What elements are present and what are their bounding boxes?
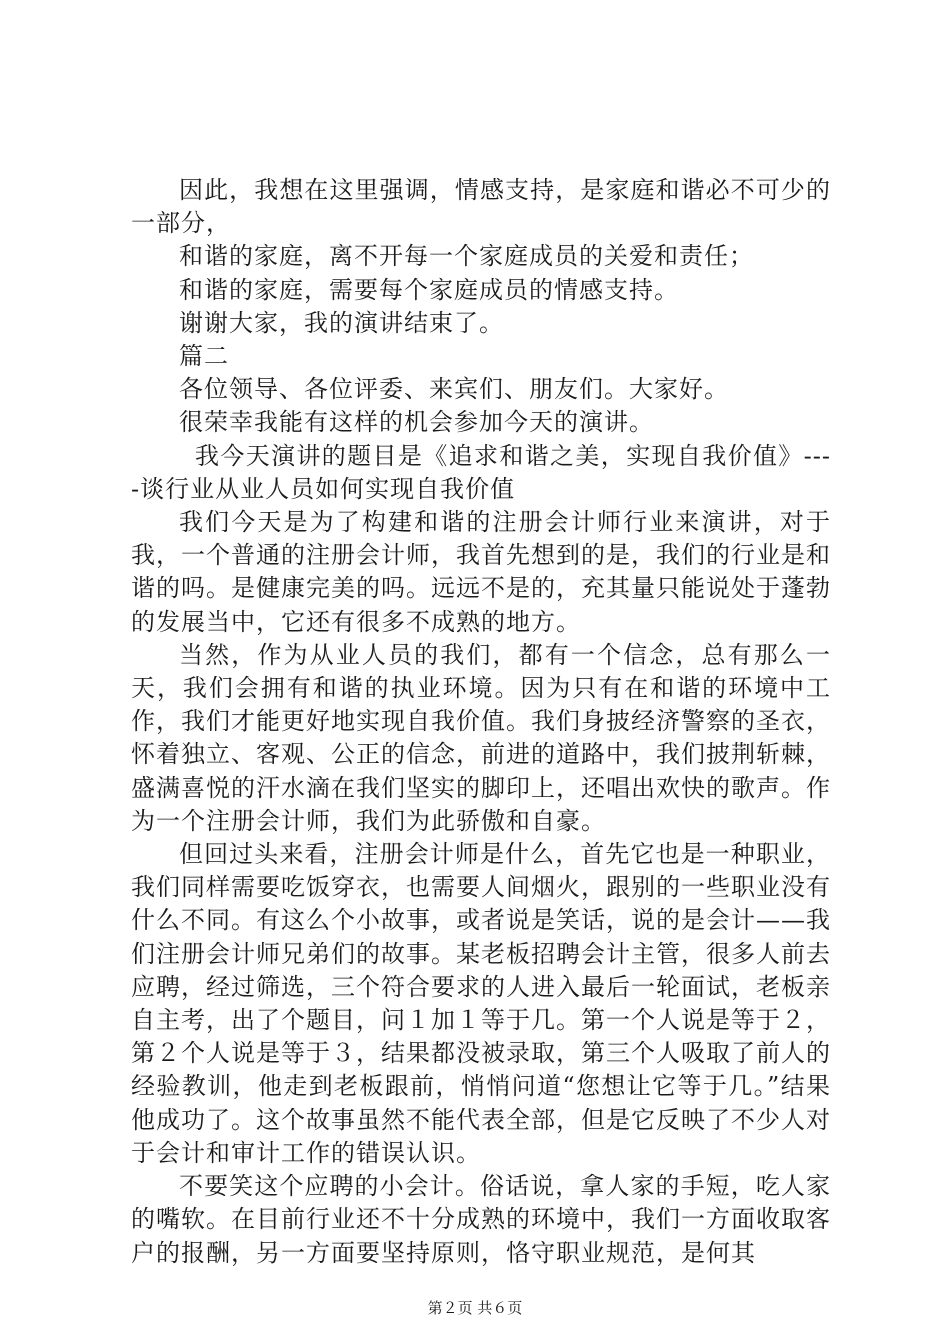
paragraph-dont-laugh: 不要笑这个应聘的小会计。俗话说，拿人家的手短，吃人家的嘴软。在目前行业还不十分成熟的环境中，我们一方面收取客户的报酬，另一方面要坚持原则，恪守职业规范，是何其 <box>131 1172 831 1267</box>
paragraph-speech-title: 我今天演讲的题目是《追求和谐之美，实现自我价值》----谈行业从业人员如何实现自我价值 <box>131 441 831 503</box>
paragraph-family-support: 和谐的家庭，需要每个家庭成员的情感支持。 <box>179 275 679 304</box>
document-body <box>131 174 831 1270</box>
paragraph-thanks: 谢谢大家，我的演讲结束了。 <box>179 308 504 337</box>
section-heading: 篇二 <box>179 342 229 371</box>
paragraph-honored: 很荣幸我能有这样的机会参加今天的演讲。 <box>179 408 654 437</box>
paragraph-story: 但回过头来看，注册会计师是什么，首先它也是一种职业，我们同样需要吃饭穿衣，也需要人间烟火，跟别的一些职业没有什么不同。有这么个小故事，或者说是笑话，说的是会计——我们注册会计师兄弟们的故事。某老板招聘会计主管，很多人前去应聘，经过筛选，三个符合要求的人进入最后一轮面试，老板亲自主考，出了个题目，问１加１等于几。第一个人说是等于２，第２个人说是等于３，结果都没被录取，第三个人吸取了前人的经验教训，他走到老板跟前，悄悄问道“您想让它等于几。”结果他成功了。这个故事虽然不能代表全部，但是它反映了不少人对于会计和审计工作的错误认识。 <box>131 840 831 1167</box>
paragraph-family-care: 和谐的家庭，离不开每一个家庭成员的关爱和责任； <box>179 242 754 271</box>
paragraph-emphasis: 因此，我想在这里强调，情感支持，是家庭和谐必不可少的一部分， <box>131 176 831 238</box>
paragraph-belief: 当然，作为从业人员的我们，都有一个信念，总有那么一天，我们会拥有和谐的执业环境。因为只有在和谐的环境中工作，我们才能更好地实现自我价值。我们身披经济警察的圣衣，怀着独立、客观、公正的信念，前进的道路中，我们披荆斩棘，盛满喜悦的汗水滴在我们坚实的脚印上，还唱出欢快的歌声。作为一个注册会计师，我们为此骄傲和自豪。 <box>131 640 831 835</box>
page-footer: 第２页 共６页 <box>427 1299 523 1317</box>
paragraph-greeting: 各位领导、各位评委、来宾们、朋友们。大家好。 <box>179 375 729 404</box>
paragraph-industry-harmony: 我们今天是为了构建和谐的注册会计师行业来演讲，对于我，一个普通的注册会计师，我首先想到的是，我们的行业是和谐的吗。是健康完美的吗。远远不是的，充其量只能说处于蓬勃的发展当中，它还有很多不成熟的地方。 <box>131 508 831 636</box>
